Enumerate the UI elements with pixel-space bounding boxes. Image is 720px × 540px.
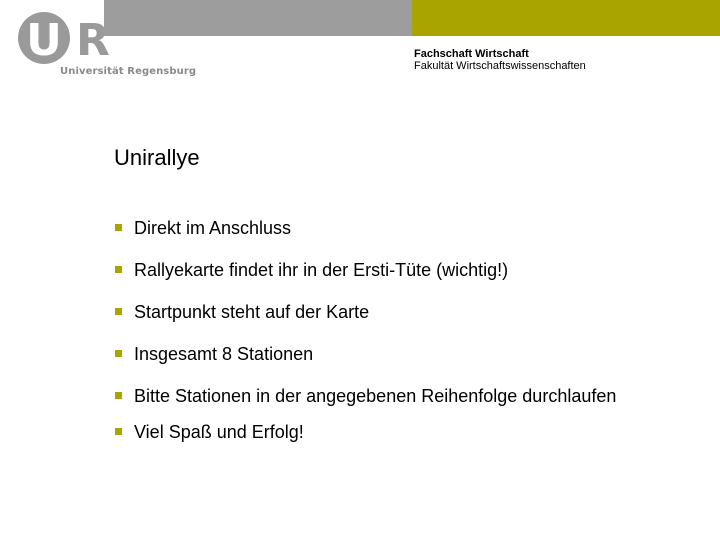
logo-caption: Universität Regensburg (60, 66, 197, 77)
bullet-list (114, 216, 674, 462)
bullet-item (114, 420, 674, 444)
bullet-item (114, 300, 674, 324)
department-block (414, 48, 586, 72)
logo-letter-u: U (26, 15, 62, 66)
faculty-name: Fakultät Wirtschaftswissenschaften (414, 60, 586, 72)
slide-title: Unirallye (114, 145, 200, 170)
bullet-item (114, 342, 674, 366)
bullet-item (114, 258, 674, 282)
bullet-item (114, 216, 674, 240)
department-name: Fachschaft Wirtschaft (414, 48, 529, 60)
university-logo (14, 10, 204, 94)
square-bullet-icon (115, 392, 122, 399)
header-bar-olive (412, 0, 720, 36)
square-bullet-icon (115, 350, 122, 357)
bullet-text: Viel Spaß und Erfolg! (134, 422, 304, 442)
bullet-text: Insgesamt 8 Stationen (134, 344, 314, 364)
square-bullet-icon (115, 224, 122, 231)
ur-logo-icon (14, 10, 204, 94)
bullet-text: Startpunkt steht auf der Karte (134, 302, 370, 322)
bullet-text: Bitte Stationen in der angegebenen Reihenfolge durchlaufen (134, 386, 617, 406)
square-bullet-icon (115, 428, 122, 435)
bullet-text: Direkt im Anschluss (134, 218, 292, 238)
bullet-text: Rallyekarte findet ihr in der Ersti-Tüte (wichtig!) (134, 260, 509, 280)
logo-letter-r: R (76, 15, 110, 66)
bullet-item (114, 378, 674, 414)
square-bullet-icon (115, 266, 122, 273)
square-bullet-icon (115, 308, 122, 315)
